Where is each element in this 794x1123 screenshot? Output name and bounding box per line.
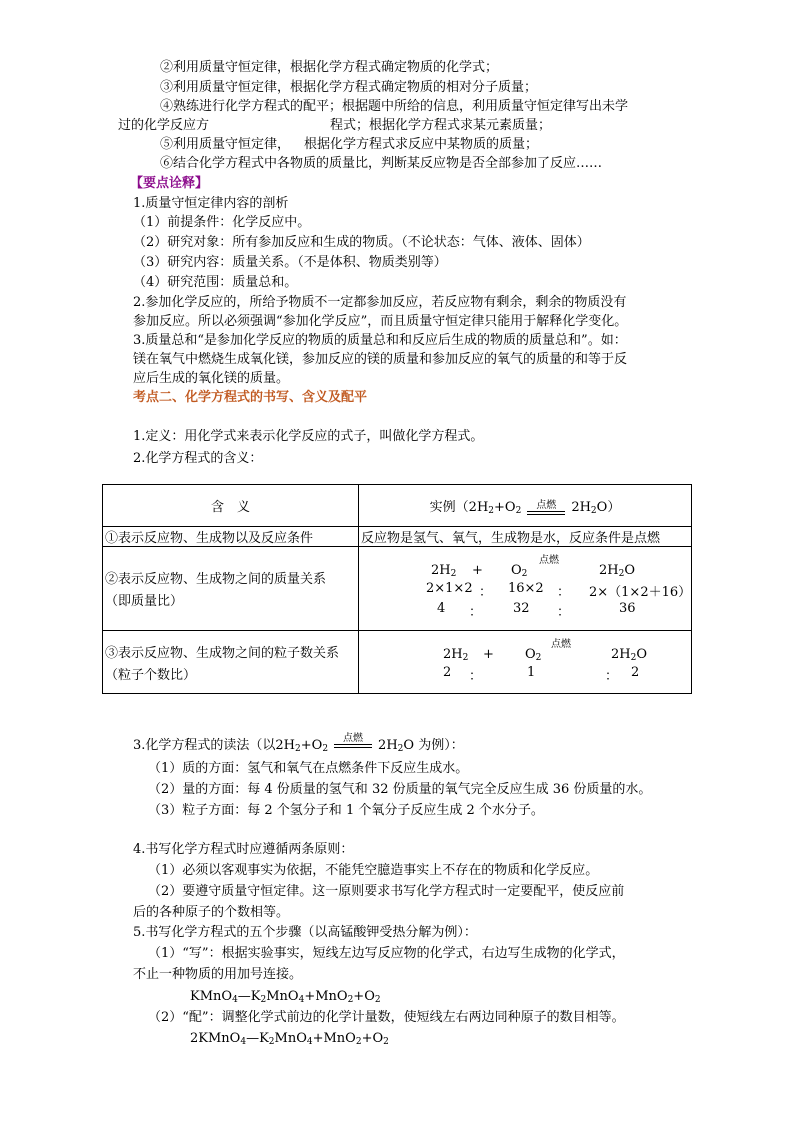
row2-example bbox=[359, 547, 692, 631]
reading-condition-label: 点燃 bbox=[343, 733, 364, 744]
row2-ratio-h2: 4 bbox=[437, 600, 446, 616]
reading-item-1: （1）质的方面：氢气和氧气在点燃条件下反应生成水。 bbox=[148, 761, 469, 776]
row2-calc-h2o: 2×（1×2＋16） bbox=[589, 584, 692, 600]
explain-point-3: （3）研究内容：质量关系。（不是体积、物质类别等） bbox=[133, 255, 447, 270]
row3-example bbox=[359, 631, 692, 694]
explain-title: 1.质量守恒定律内容的剖析 bbox=[133, 196, 289, 211]
intro-item-3: ③利用质量守恒定律，根据化学方程式确定物质的相对分子质量； bbox=[160, 80, 538, 95]
row2-ratio-h2o: 36 bbox=[619, 600, 636, 616]
row2-equation: $2H_2$ + $O_2$ 点燃 $2H_2O$ bbox=[431, 554, 636, 579]
reading-title: 3.化学方程式的读法（以$2H_2+O_2$ 点燃 $2H_2O$ 为例）： bbox=[133, 733, 464, 754]
explain-p3-line1: 3.质量总和“是参加化学反应的物质的质量总和和反应后生成的物质的质量总和”。如： bbox=[133, 333, 627, 348]
header-example: 实例（$2H_2+O_2$ 点燃 $2H_2O$） bbox=[359, 485, 692, 527]
reading-title-prefix: 3.化学方程式的读法（以 bbox=[133, 738, 276, 753]
row3-ratio bbox=[361, 665, 689, 685]
row2-ratio bbox=[361, 601, 689, 621]
explain-p2-line2: 参加反应。所以必须强调“参加化学反应”，而且质量守恒定律只能用于解释化学变化。 bbox=[133, 314, 628, 329]
reading-item-3: （3）粒子方面：每 2 个氢分子和 1 个氧分子反应生成 2 个水分子。 bbox=[148, 803, 544, 818]
step1-line1: （1）“写”：根据实验事实，短线左边写反应物的化学式，右边写生成物的化学式， bbox=[148, 946, 625, 961]
intro-item-6: ⑥结合化学方程式中各物质的质量比，判断某反应物是否全部参加了反应…… bbox=[160, 156, 603, 171]
steps-title: 5.书写化学方程式的五个步骤（以高锰酸钾受热分解为例）： bbox=[133, 925, 477, 940]
row3-meaning-line1: ③表示反应物、生成物之间的粒子数关系 bbox=[105, 645, 340, 661]
intro-item-2: ②利用质量守恒定律，根据化学方程式确定物质的化学式； bbox=[160, 60, 499, 75]
row3-condition-label: 点燃 bbox=[551, 639, 571, 650]
intro-item-4-cont-b: 程式；根据化学方程式求某元素质量； bbox=[330, 118, 552, 133]
explain-p3-line2: 镁在氧气中燃烧生成氧化镁，参加反应的镁的质量和参加反应的氧气的质量的和等于反 bbox=[133, 352, 628, 367]
explain-p2-line1: 2.参加化学反应的，所给予物质不一定都参加反应，若反应物有剩余，剩余的物质没有 bbox=[133, 295, 627, 310]
row2-ratio-sep2: ： bbox=[557, 604, 571, 620]
principles-item-2-line1: （2）要遵守质量守恒定律。这一原则要求书写化学方程式时一定要配平，使反应前 bbox=[148, 884, 625, 899]
step1-equation: $KMnO_4—K_2MnO_4+MnO_2+O_2$ bbox=[190, 989, 381, 1005]
reading-condition-mark bbox=[334, 733, 372, 748]
row2-calc bbox=[361, 580, 692, 601]
intro-item-5b: 根据化学方程式求反应中某物质的质量； bbox=[304, 137, 539, 152]
explain-point-1: （1）前提条件：化学反应中。 bbox=[133, 215, 311, 230]
intro-item-4-cont-a: 过的化学反应方 bbox=[118, 118, 210, 133]
condition-label: 点燃 bbox=[536, 500, 557, 511]
principles-item-2-line2: 后的各种原子的个数相等。 bbox=[133, 905, 290, 920]
row2-ratio-o2: 32 bbox=[513, 600, 530, 616]
meaning-title: 2.化学方程式的含义： bbox=[133, 451, 263, 466]
row2-calc-sep2: ： bbox=[557, 584, 571, 600]
reading-item-2: （2）量的方面：每 4 份质量的氢气和 32 份质量的氧气完全反应生成 36 份质量的水。 bbox=[148, 782, 652, 797]
meaning-table bbox=[102, 484, 692, 694]
intro-item-5a: ⑤利用质量守恒定律， bbox=[160, 137, 291, 152]
table-row-2 bbox=[103, 547, 692, 631]
row3-meaning-line2: （粒子个数比） bbox=[105, 667, 197, 683]
row2-calc-h2: 2×1×2 bbox=[426, 580, 473, 596]
row2-meaning-line1: ②表示反应物、生成物之间的质量关系 bbox=[105, 572, 327, 587]
reading-title-suffix: 为例）： bbox=[418, 738, 464, 753]
definition: 1.定义：用化学式来表示化学反应的式子，叫做化学方程式。 bbox=[133, 429, 484, 444]
principles-title: 4.书写化学方程式时应遵循两条原则： bbox=[133, 842, 354, 857]
row3-ratio-h2o: 2 bbox=[631, 665, 640, 680]
table-row-1 bbox=[103, 527, 692, 547]
header-example-suffix: ） bbox=[607, 500, 621, 515]
table-row-3 bbox=[103, 631, 692, 694]
explain-p3-line3: 应后生成的氧化镁的质量。 bbox=[133, 371, 290, 386]
row3-equation: $2H_2$ + $O_2$ 点燃 $2H_2O$ bbox=[443, 639, 648, 663]
row1-meaning: ①表示反应物、生成物以及反应条件 bbox=[103, 527, 359, 547]
row2-calc-sep1: ： bbox=[479, 584, 493, 600]
header-meaning: 含 义 bbox=[103, 485, 359, 527]
table-header-row bbox=[103, 485, 692, 527]
row2-ratio-sep1: ： bbox=[469, 604, 483, 620]
kaodian-title: 考点二、化学方程式的书写、含义及配平 bbox=[133, 390, 368, 405]
row3-meaning bbox=[103, 631, 359, 694]
row2-meaning bbox=[103, 547, 359, 631]
section-heading: 【要点诠释】 bbox=[130, 176, 209, 191]
header-example-prefix: 实例（ bbox=[429, 500, 469, 515]
step1-line2: 不止一种物质的用加号连接。 bbox=[133, 967, 303, 982]
row3-ratio-sep2: ： bbox=[605, 669, 619, 684]
step2-text: （2）“配”：调整化学式前边的化学计量数，使短线左右两边同种原子的数目相等。 bbox=[148, 1010, 625, 1025]
row2-meaning-line2: （即质量比） bbox=[105, 594, 184, 609]
row2-calc-o2: 16×2 bbox=[508, 580, 544, 596]
explain-point-2: （2）研究对象：所有参加反应和生成的物质。（不论状态：气体、液体、固体） bbox=[133, 235, 590, 250]
principles-item-1: （1）必须以客观事实为依据，不能凭空臆造事实上不存在的物质和化学反应。 bbox=[148, 863, 599, 878]
intro-item-4: ④熟练进行化学方程式的配平；根据题中所给的信息，利用质量守恒定律写出未学 bbox=[160, 99, 629, 114]
row3-ratio-h2: 2 bbox=[443, 665, 452, 680]
row1-example: 反应物是氢气、氧气，生成物是水，反应条件是点燃 bbox=[359, 527, 692, 547]
row3-ratio-sep1: ： bbox=[469, 669, 483, 684]
step2-equation: $2KMnO_4—K_2MnO_4+MnO_2+O_2$ bbox=[190, 1031, 389, 1047]
explain-point-4: （4）研究范围：质量总和。 bbox=[133, 275, 298, 290]
row3-ratio-o2: 1 bbox=[527, 665, 536, 680]
condition-mark bbox=[527, 500, 565, 515]
row2-condition-label: 点燃 bbox=[539, 554, 559, 566]
